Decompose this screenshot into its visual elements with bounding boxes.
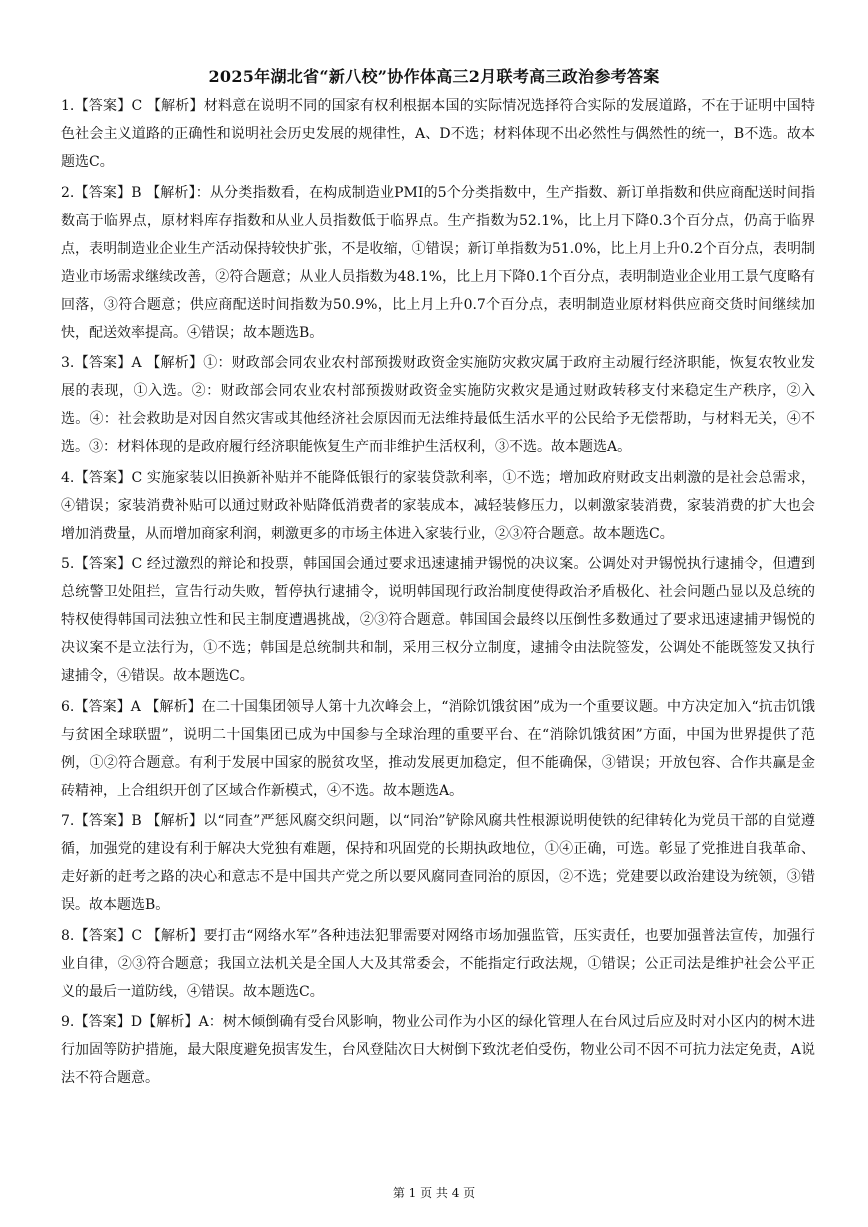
- answer-paragraph: 1.【答案】C 【解析】材料意在说明不同的国家有权利根据本国的实际情况选择符合实际的发展道路，不在于证明中国特色社会主义道路的正确性和说明社会历史发展的规律性，A、D不选；材料体现不出必然性与偶然性的统一，B不选。故本题选C。: [61, 98, 815, 170]
- page-title: 2025年湖北省“新八校”协作体高三2月联考高三政治参考答案: [208, 67, 660, 86]
- answer-paragraph: 8.【答案】C 【解析】要打击“网络水军”各种违法犯罪需要对网络市场加强监管，压实责任，也要加强普法宣传，加强行业自律，②③符合题意；我国立法机关是全国人大及其常委会，不能指定行政法规，①错误；公正司法是维护社会公平正义的最后一道防线，④错误。故本题选C。: [61, 927, 815, 1000]
- page-footer: 第 1 页 共 4 页: [392, 1186, 476, 1200]
- answer-paragraph: 3.【答案】A 【解析】①：财政部会同农业农村部预拨财政资金实施防灾救灾属于政府主动履行经济职能，恢复农牧业发展的表现，①入选。②：财政部会同农业农村部预拨财政资金实施防灾救灾是通过财政转移支付来稳定生产秩序，②入选。④：社会救助是对因自然灾害或其他经济社会原因而无法维持最低生活水平的公民给予无偿帮助，与材料无关，④不选。③：材料体现的是政府履行经济职能恢复生产而非维护生活权利，③不选。故本题选A。: [61, 355, 815, 455]
- answer-paragraph: 7.【答案】B 【解析】以“同查”严惩风腐交织问题，以“同治”铲除风腐共性根源说明使铁的纪律转化为党员干部的自觉遵循，加强党的建设有利于解决大党独有难题，保持和巩固党的长期执政地位，①④正确，可选。彰显了党推进自我革命、走好新的赶考之路的决心和意志不是中国共产党之所以要风腐同查同治的原因，②不选；党建要以政治建设为统领，③错误。故本题选B。: [61, 813, 815, 913]
- answer-paragraph: 9.【答案】D【解析】A：树木倾倒确有受台风影响，物业公司作为小区的绿化管理人在台风过后应及时对小区内的树木进行加固等防护措施，最大限度避免损害发生，台风登陆次日大树倒下致沈老伯受伤，物业公司不因不可抗力法定免责，A说法不符合题意。: [61, 1014, 815, 1086]
- answer-paragraph: 2.【答案】B 【解析】：从分类指数看，在构成制造业PMI的5个分类指数中，生产指数、新订单指数和供应商配送时间指数高于临界点，原材料库存指数和从业人员指数低于临界点。生产指数为52.1%，比上月下降0.3个百分点，仍高于临界点，表明制造业企业生产活动保持较快扩张，不是收缩，①错误；新订单指数为51.0%，比上月上升0.2个百分点，表明制造业市场需求继续改善，②符合题意；从业人员指数为48.1%，比上月下降0.1个百分点，表明制造业企业用工景气度略有回落，③符合题意；供应商配送时间指数为50.9%，比上月上升0.7个百分点，表明制造业原材料供应商交货时间继续加快，配送效率提高。④错误；故本题选B。: [61, 184, 815, 341]
- answer-paragraph: 5.【答案】C 经过激烈的辩论和投票，韩国国会通过要求迅速逮捕尹锡悦的决议案。公调处对尹锡悦执行逮捕令，但遭到总统警卫处阻拦，宣告行动失败，暂停执行逮捕令，说明韩国现行政治制度使得政治矛盾极化、社会问题凸显以及总统的特权使得韩国司法独立性和民主制度遭遇挑战，②③符合题意。韩国国会最终以压倒性多数通过了要求迅速逮捕尹锡悦的决议案不是立法行为，①不选；韩国是总统制共和制，采用三权分立制度，逮捕令由法院签发，公调处不能既签发又执行逮捕令，④错误。故本题选C。: [61, 556, 815, 684]
- answer-paragraph: 6.【答案】A 【解析】在二十国集团领导人第十九次峰会上，“消除饥饿贫困”成为一个重要议题。中方决定加入“抗击饥饿与贫困全球联盟”，说明二十国集团已成为中国参与全球治理的重要平台、在“消除饥饿贫困”方面，中国为世界提供了范例，①②符合题意。有利于发展中国家的脱贫攻坚，推动发展更加稳定，但不能确保，③错误；开放包容、合作共赢是金砖精神，上合组织开创了区域合作新模式，④不选。故本题选A。: [61, 698, 815, 799]
- answer-body: [61, 92, 815, 1095]
- answer-paragraph: 4.【答案】C 实施家装以旧换新补贴并不能降低银行的家装贷款利率，①不选；增加政府财政支出刺激的是社会总需求，④错误；家装消费补贴可以通过财政补贴降低消费者的家装成本，减轻装修压力，以刺激家装消费，家装消费的扩大也会增加消费量，从而增加商家利润，刺激更多的市场主体进入家装行业，②③符合题意。故本题选C。: [61, 469, 815, 542]
